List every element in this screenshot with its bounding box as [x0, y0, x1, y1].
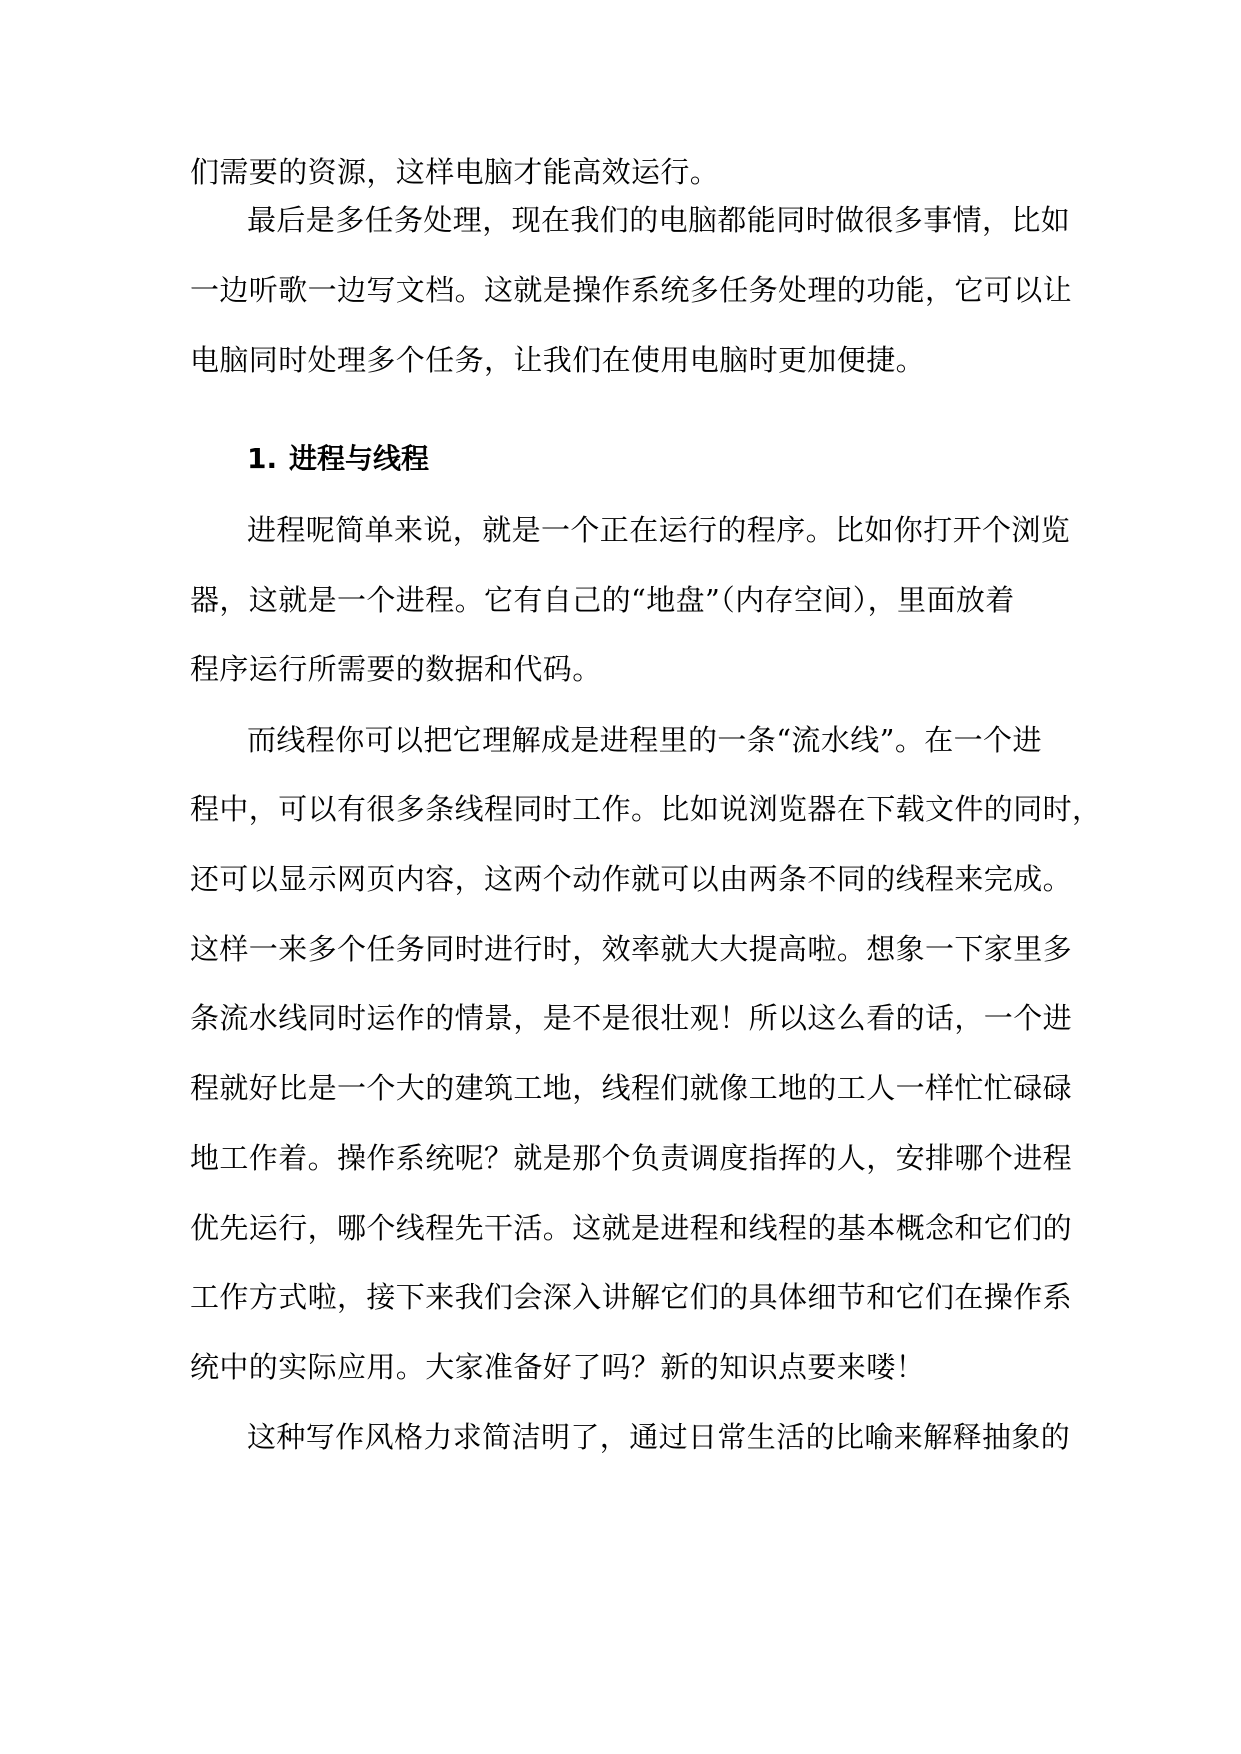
paragraph-line: 还可以显示网页内容，这两个动作就可以由两条不同的线程来完成。	[190, 862, 1073, 896]
paragraph-line: 条流水线同时运作的情景，是不是很壮观！所以这么看的话，一个进	[190, 1001, 1073, 1035]
paragraph-line: 一边听歌一边写文档。这就是操作系统多任务处理的功能，它可以让	[190, 273, 1073, 307]
paragraph-line: 程就好比是一个大的建筑工地，线程们就像工地的工人一样忙忙碌碌	[190, 1071, 1073, 1105]
paragraph-line: 最后是多任务处理，现在我们的电脑都能同时做很多事情，比如	[247, 203, 1071, 237]
section-number: 1.	[247, 442, 278, 475]
paragraph-line: 地工作着。操作系统呢？就是那个负责调度指挥的人，安排哪个进程	[190, 1141, 1073, 1175]
paragraph-line: 程序运行所需要的数据和代码。	[190, 652, 602, 686]
section-heading	[247, 441, 429, 477]
paragraph-line: 们需要的资源，这样电脑才能高效运行。	[190, 155, 720, 189]
paragraph-line: 电脑同时处理多个任务，让我们在使用电脑时更加便捷。	[190, 343, 926, 377]
section-title: 进程与线程	[289, 442, 430, 475]
paragraph-line: 进程呢简单来说，就是一个正在运行的程序。比如你打开个浏览	[247, 513, 1071, 547]
paragraph-line: 器，这就是一个进程。它有自己的“地盘”（内存空间），里面放着	[190, 583, 1015, 617]
paragraph-line: 统中的实际应用。大家准备好了吗？新的知识点要来喽！	[190, 1350, 926, 1384]
paragraph-line: 这种写作风格力求简洁明了，通过日常生活的比喻来解释抽象的	[247, 1420, 1071, 1454]
paragraph-line: 而线程你可以把它理解成是进程里的一条“流水线”。在一个进	[247, 723, 1042, 757]
paragraph-line: 这样一来多个任务同时进行时，效率就大大提高啦。想象一下家里多	[190, 932, 1073, 966]
paragraph-line: 优先运行，哪个线程先干活。这就是进程和线程的基本概念和它们的	[190, 1211, 1073, 1245]
paragraph-line: 工作方式啦，接下来我们会深入讲解它们的具体细节和它们在操作系	[190, 1280, 1073, 1314]
paragraph-line: 程中，可以有很多条线程同时工作。比如说浏览器在下载文件的同时，	[190, 792, 1102, 826]
